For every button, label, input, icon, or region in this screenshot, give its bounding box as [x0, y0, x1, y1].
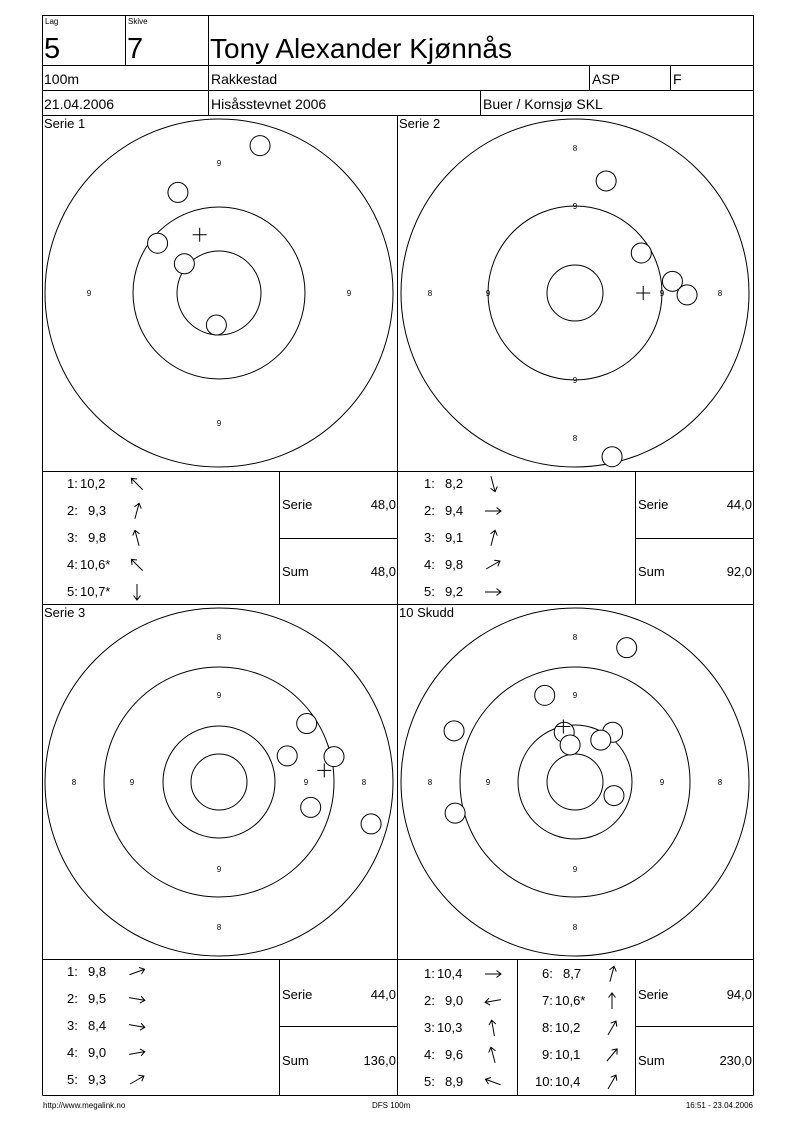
shot-value: 10,2 — [80, 476, 106, 491]
shot-value: 10,3 — [437, 1020, 463, 1035]
shot-value: 10,7* — [80, 584, 111, 599]
target-serie-3 — [45, 608, 393, 956]
shot-label: 3: — [424, 530, 435, 545]
sum-label: Sum — [282, 564, 309, 579]
score-block-serie-3 — [67, 964, 396, 1087]
ring-label: 8 — [71, 778, 77, 787]
shot-label: 2: — [67, 503, 78, 518]
sum-value: 48,0 — [370, 564, 396, 579]
ring-label: 9 — [346, 289, 352, 298]
shot-value: 8,4 — [88, 1018, 107, 1033]
direction-arrow-icon — [488, 475, 499, 492]
direction-arrow-icon — [485, 971, 501, 978]
sum-label: Sum — [638, 1053, 665, 1068]
shot-hole — [297, 714, 317, 734]
serie-value: 44,0 — [370, 987, 396, 1002]
shot-label: 5: — [424, 584, 435, 599]
target-ring — [133, 207, 305, 379]
direction-arrow-icon — [488, 529, 499, 546]
ring-label: 8 — [427, 289, 433, 298]
shot-hole — [361, 814, 381, 834]
target-ring — [163, 726, 275, 838]
shot-label: 5: — [67, 1072, 78, 1087]
ring-label: 9 — [485, 289, 491, 298]
score-block-serie-2 — [424, 475, 752, 599]
direction-arrow-icon — [485, 996, 502, 1006]
distance: 100m — [44, 71, 80, 87]
sum-value: 136,0 — [363, 1053, 396, 1068]
class-letter: F — [673, 71, 682, 87]
direction-arrow-icon — [609, 993, 616, 1009]
skive-label: Skive — [128, 17, 148, 26]
ring-label: 9 — [216, 691, 222, 700]
target-ring — [45, 608, 393, 956]
lag-label: Lag — [45, 17, 59, 26]
target-serie-2 — [401, 119, 749, 467]
shot-label: 2: — [67, 991, 78, 1006]
shooter-name: Tony Alexander Kjønnås — [210, 33, 512, 64]
target-ring — [485, 206, 662, 380]
shot-hole — [148, 233, 168, 253]
direction-arrow-icon — [129, 1021, 146, 1031]
shot-value: 8,2 — [445, 476, 464, 491]
shot-hole — [444, 721, 464, 741]
ring-label: 9 — [659, 289, 665, 298]
shot-hole — [591, 730, 611, 750]
direction-arrow-icon — [484, 1076, 501, 1088]
serie-value: 48,0 — [370, 497, 396, 512]
target-title-serie-1: Serie 1 — [44, 116, 86, 131]
shot-value: 9,0 — [445, 993, 464, 1008]
shot-label: 10: — [535, 1074, 554, 1089]
ring-label: 8 — [572, 144, 578, 153]
direction-arrow-icon — [605, 1019, 619, 1036]
sum-value: 92,0 — [726, 564, 752, 579]
ring-label: 9 — [216, 159, 222, 168]
serie-label: Serie — [638, 497, 669, 512]
shot-value: 8,9 — [445, 1074, 464, 1089]
target-ring — [401, 608, 749, 956]
direction-arrow-icon — [129, 557, 145, 573]
direction-arrow-icon — [604, 1047, 620, 1064]
direction-arrow-icon — [134, 584, 141, 600]
footer-url: http://www.megalink.no — [43, 1101, 126, 1110]
shot-label: 4: — [424, 557, 435, 572]
target-ring — [547, 265, 603, 321]
ring-label: 8 — [572, 923, 578, 932]
target-serie-1 — [45, 119, 393, 467]
shot-label: 3: — [424, 1020, 435, 1035]
shot-hole — [206, 315, 226, 335]
direction-arrow-icon — [485, 589, 501, 596]
ring-label: 8 — [216, 923, 222, 932]
shot-value: 9,8 — [88, 964, 107, 979]
shot-value: 10,1 — [555, 1047, 581, 1062]
shot-hole — [677, 285, 697, 305]
ring-label: 8 — [717, 289, 723, 298]
ring-label: 9 — [303, 778, 309, 787]
shot-label: 8: — [542, 1020, 553, 1035]
shot-value: 10,6* — [80, 557, 111, 572]
shot-label: 2: — [424, 993, 435, 1008]
shot-label: 7: — [542, 993, 553, 1008]
shot-hole — [604, 786, 624, 806]
serie-label: Serie — [282, 987, 313, 1002]
target-ring — [104, 667, 334, 897]
ring-label: 9 — [659, 778, 665, 787]
direction-arrow-icon — [484, 558, 501, 572]
footer-system: DFS 100m — [372, 1101, 411, 1110]
shot-hole — [596, 171, 616, 191]
ring-label: 9 — [86, 289, 92, 298]
shot-hole — [560, 735, 580, 755]
direction-arrow-icon — [485, 508, 501, 515]
ring-label: 8 — [717, 778, 723, 787]
club-name: Rakkestad — [211, 71, 278, 87]
ring-label: 9 — [572, 691, 578, 700]
shot-value: 10,6* — [555, 993, 586, 1008]
ring-label: 9 — [485, 778, 491, 787]
shot-label: 4: — [67, 1045, 78, 1060]
shot-hole — [250, 136, 270, 156]
direction-arrow-icon — [488, 1020, 498, 1037]
shot-value: 10,4 — [437, 966, 463, 981]
direction-arrow-icon — [132, 502, 143, 519]
direction-arrow-icon — [132, 529, 143, 546]
event-name: Hisåsstevnet 2006 — [211, 96, 327, 112]
shot-label: 1: — [424, 476, 435, 491]
shot-value: 9,1 — [445, 530, 464, 545]
shot-hole — [445, 803, 465, 823]
ring-label: 9 — [216, 865, 222, 874]
footer-timestamp: 16:51 - 23.04.2006 — [685, 1101, 753, 1110]
target-title-serie-2: Serie 2 — [399, 116, 441, 131]
sum-label: Sum — [282, 1053, 309, 1068]
sum-value: 230,0 — [719, 1053, 752, 1068]
shot-value: 9,6 — [445, 1047, 464, 1062]
target-title-10-skudd: 10 Skudd — [399, 605, 454, 620]
direction-arrow-icon — [128, 1073, 145, 1087]
shot-hole — [324, 747, 344, 767]
group-center-marker — [193, 228, 207, 242]
shot-hole — [174, 254, 194, 274]
shot-value: 8,7 — [563, 966, 582, 981]
shot-label: 1: — [67, 964, 78, 979]
shot-hole — [617, 638, 637, 658]
lag-value: 5 — [44, 33, 61, 65]
ring-label: 8 — [216, 633, 222, 642]
shot-value: 9,5 — [88, 991, 107, 1006]
direction-arrow-icon — [129, 994, 146, 1004]
shot-label: 4: — [67, 557, 78, 572]
shot-hole — [535, 685, 555, 705]
shot-value: 9,4 — [445, 503, 464, 518]
shot-label: 3: — [67, 530, 78, 545]
direction-arrow-icon — [129, 476, 145, 492]
shot-label: 1: — [424, 966, 435, 981]
header — [43, 16, 754, 116]
target-ring — [460, 667, 690, 897]
direction-arrow-icon — [128, 966, 145, 978]
ring-label: 8 — [427, 778, 433, 787]
serie-label: Serie — [282, 497, 313, 512]
serie-value: 94,0 — [726, 987, 752, 1002]
shot-value: 9,3 — [88, 503, 107, 518]
team-name: Buer / Kornsjø SKL — [483, 96, 603, 112]
score-block-10-skudd — [424, 965, 752, 1090]
ring-label: 9 — [129, 778, 135, 787]
ring-label: 9 — [216, 419, 222, 428]
score-block-serie-1 — [67, 476, 396, 600]
ring-label: 9 — [572, 865, 578, 874]
event-date: 21.04.2006 — [44, 96, 115, 112]
shot-label: 1: — [67, 476, 78, 491]
shot-hole — [631, 243, 651, 263]
shot-hole — [168, 182, 188, 202]
sum-label: Sum — [638, 564, 665, 579]
shot-value: 9,0 — [88, 1045, 107, 1060]
main-grid — [43, 116, 754, 1096]
target-title-serie-3: Serie 3 — [44, 605, 86, 620]
target-ring — [547, 754, 603, 810]
direction-arrow-icon — [129, 1048, 146, 1058]
shot-label: 9: — [542, 1047, 553, 1062]
shot-label: 4: — [424, 1047, 435, 1062]
target-ring — [191, 754, 247, 810]
ring-label: 9 — [572, 376, 578, 385]
shot-hole — [301, 797, 321, 817]
direction-arrow-icon — [488, 1046, 499, 1063]
serie-label: Serie — [638, 987, 669, 1002]
ring-label: 8 — [572, 434, 578, 443]
ring-label: 8 — [361, 778, 367, 787]
shot-label: 5: — [424, 1074, 435, 1089]
target-ring — [45, 119, 393, 467]
group-center-marker — [636, 286, 650, 300]
shot-value: 9,2 — [445, 584, 464, 599]
shot-label: 3: — [67, 1018, 78, 1033]
shot-label: 2: — [424, 503, 435, 518]
skive-value: 7 — [127, 33, 144, 65]
shot-value: 10,4 — [555, 1074, 581, 1089]
serie-value: 44,0 — [726, 497, 752, 512]
shot-value: 9,8 — [88, 530, 107, 545]
direction-arrow-icon — [607, 965, 618, 982]
shot-label: 6: — [542, 966, 553, 981]
shot-label: 5: — [67, 584, 78, 599]
shot-value: 10,2 — [555, 1020, 581, 1035]
shot-hole — [602, 447, 622, 467]
shot-hole — [277, 746, 297, 766]
direction-arrow-icon — [605, 1073, 619, 1090]
ring-label: 9 — [572, 202, 578, 211]
ring-label: 8 — [572, 633, 578, 642]
class-code: ASP — [592, 71, 621, 87]
shot-value: 9,8 — [445, 557, 464, 572]
target-10-skudd — [401, 608, 749, 956]
shot-value: 9,3 — [88, 1072, 107, 1087]
